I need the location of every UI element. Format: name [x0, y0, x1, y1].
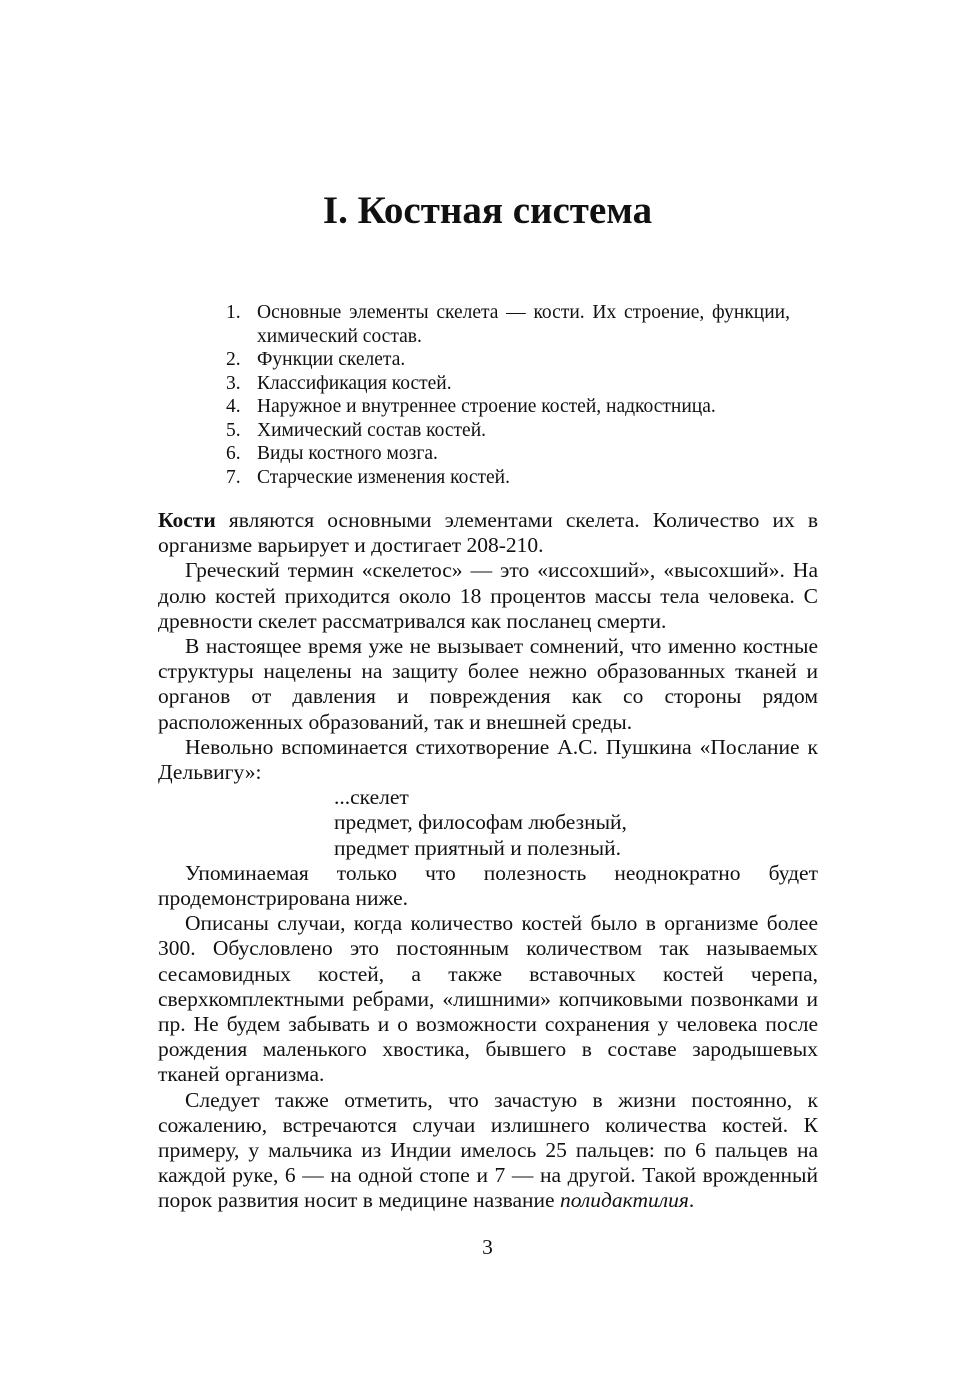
outline-item: [222, 419, 790, 443]
outline-item: [222, 442, 790, 466]
paragraph-intro: [158, 508, 818, 558]
paragraph-polydactyly-end: .: [688, 1188, 695, 1213]
paragraph-etymology: Греческий термин «скелетос» — это «иссохший», «высохший». На долю костей приходится около 18 процентов массы тела человека. С древности скелет рассматривался как посланец смерти.: [158, 558, 818, 633]
outline-item-number: 7.: [226, 466, 241, 488]
outline-item: [222, 372, 790, 396]
paragraph-cases: Описаны случаи, когда количество костей было в организме более 300. Обусловлено это постоянным количеством так называемых сесамовидных костей, а также вставочных костей черепа, сверхкомплектными ребрами, «лишними» копчиковыми позвонками и пр. Не будем забывать и о возможности сохранения у человека после рождения маленького хвостика, бывшего в составе зародышевых тканей организма.: [158, 911, 818, 1087]
outline-item-number: 5.: [226, 419, 241, 441]
outline-item-text: Виды костного мозга.: [257, 443, 438, 464]
outline-item-number: 4.: [226, 396, 241, 417]
outline-item-text: Функции скелета.: [257, 349, 406, 370]
outline-item-text: Химический состав костей.: [257, 419, 487, 441]
verse-line: ...скелет: [334, 785, 409, 810]
paragraph-usefulness: Упоминаемая только что полезность неоднократно будет продемонстрирована ниже.: [158, 860, 818, 911]
paragraph-polydactyly-text: Следует также отметить, что зачастую в жизни постоянно, к сожалению, встречаются случаи излишнего количества костей. К примеру, у мальчика из Индии имелось 25 пальцев: по 6 пальцев на каждой руке, 6 — на одной стопе и 7 — на другой. Такой врожденный порок развития носит в медицине название: [158, 1087, 818, 1213]
paragraph-intro-text: являются основными элементами скелета. Количество их в организме варьирует и достигает 208-210.: [158, 508, 818, 558]
page-number: 3: [482, 1235, 493, 1259]
body-text: [158, 508, 818, 1214]
verse-line: предмет, философам любезный,: [334, 810, 627, 835]
outline-item-number: 6.: [226, 443, 241, 464]
outline-item: [222, 301, 790, 348]
paragraph-protection: В настоящее время уже не вызывает сомнений, что именно костные структуры нацелены на защиту более нежно образованных тканей и органов от давления и повреждения как со стороны рядом расположенных образований, так и внешней среды.: [158, 634, 818, 734]
outline-item: [222, 348, 790, 372]
outline-item: [222, 466, 790, 490]
verse-line: предмет приятный и полезный.: [334, 835, 621, 860]
outline-item-number: 2.: [226, 349, 241, 370]
paragraph-pushkin: Невольно вспоминается стихотворение А.С. Пушкина «Послание к Дельвигу»:: [158, 734, 818, 785]
term-bones: Кости: [158, 508, 216, 532]
chapter-outline: [222, 301, 790, 489]
verse-quote: [158, 785, 818, 861]
outline-item-number: 3.: [226, 372, 241, 394]
outline-item-text: Классификация костей.: [257, 372, 452, 394]
term-polydactyly: полидактилия: [559, 1188, 689, 1213]
outline-item-text: Основные элементы скелета — кости. Их строение, функции, химический состав.: [257, 302, 790, 347]
outline-item: [222, 395, 790, 419]
outline-item-number: 1.: [226, 302, 241, 323]
outline-item-text: Наружное и внутреннее строение костей, надкостница.: [257, 396, 716, 417]
outline-item-text: Старческие изменения костей.: [257, 466, 510, 488]
chapter-title: I. Костная система: [322, 189, 653, 232]
paragraph-polydactyly: [158, 1088, 818, 1214]
